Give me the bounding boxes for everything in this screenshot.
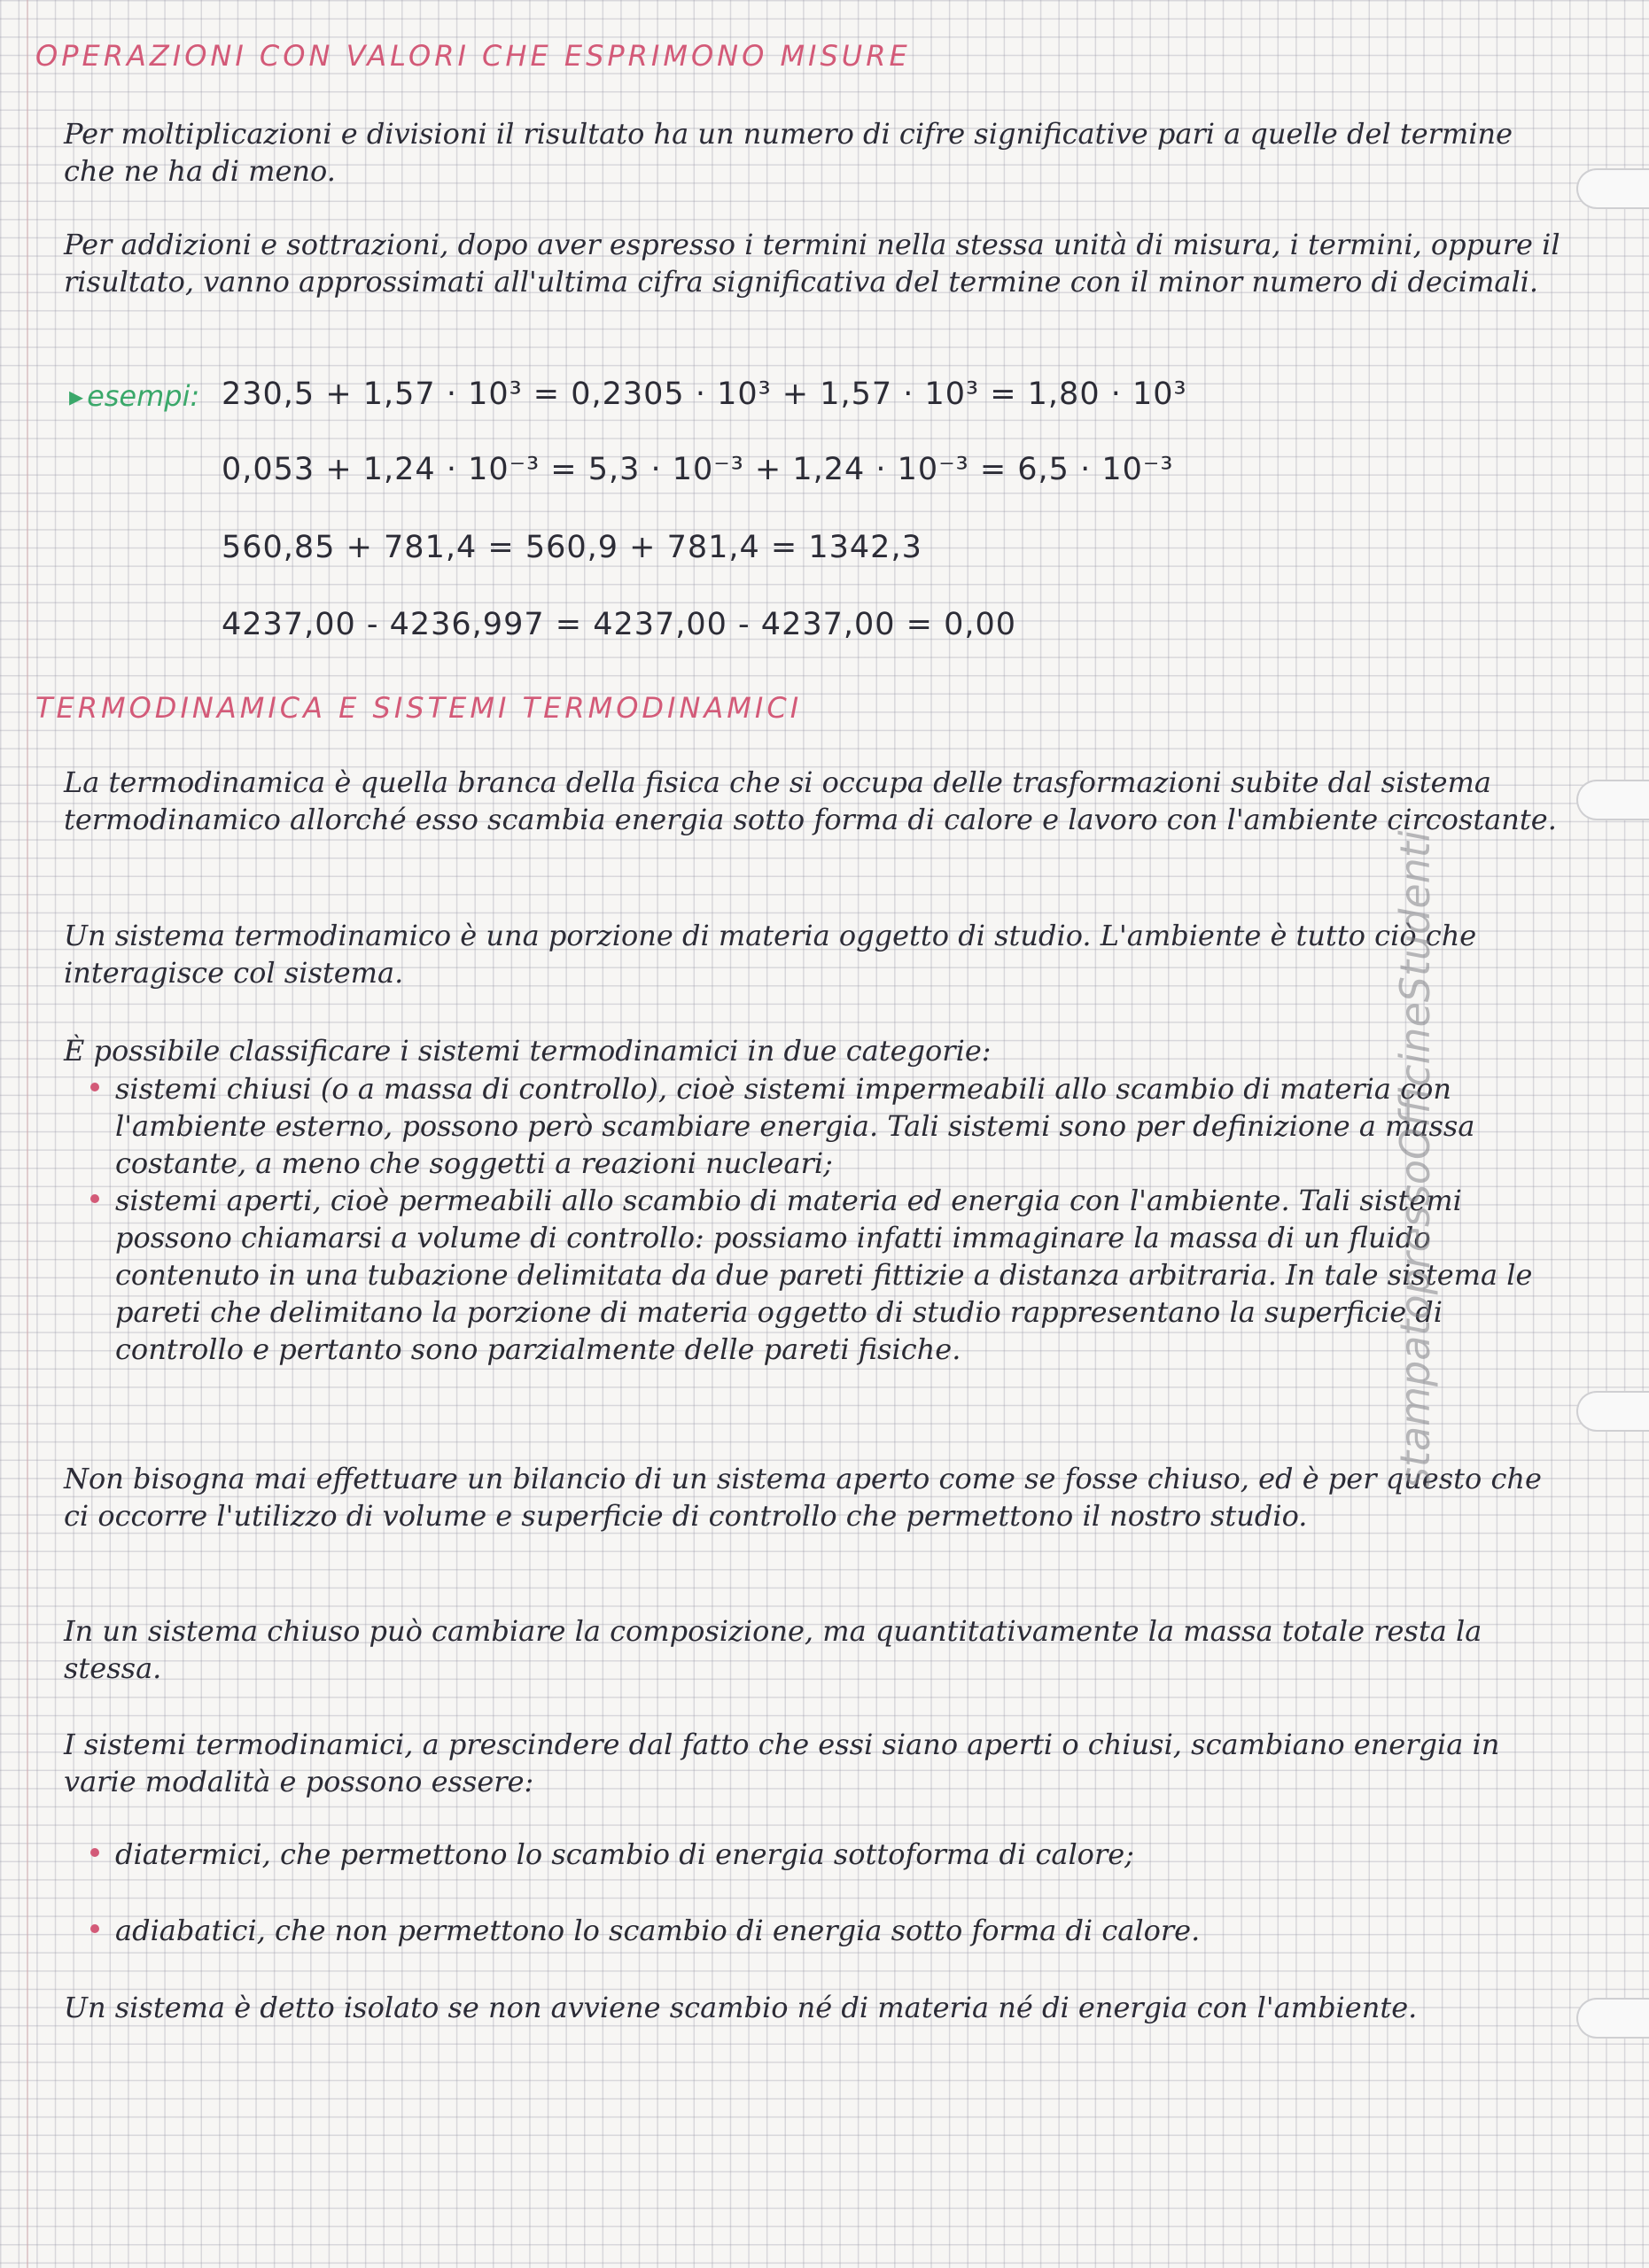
paragraph-balance-warning: Non bisogna mai effettuare un bilancio di un sistema aperto come se fosse chiuso, ed è per questo che ci occorre l'utilizzo di volume e superficie di controllo che permettono il nostro studio. [64,1462,1542,1533]
paragraph-energy-exchange: I sistemi termodinamici, a prescindere dal fatto che essi siano aperti o chiusi, scambiano energia in varie modalità e possono essere: [64,1728,1500,1798]
paragraph-classification: È possibile classificare i sistemi termodinamici in due categorie: [64,1034,992,1068]
examples-label [69,379,199,413]
list-item-diathermic: diatermici, che permettono lo scambio di energia sottoforma di calore; [80,1836,1551,1873]
paragraph-thermodynamics-definition: La termodinamica è quella branca della fisica che si occupa delle trasformazioni subite dal sistema termodinamico allorché esso scambia energia sotto forma di calore e lavoro con l'ambiente circostante. [64,765,1557,836]
paragraph-addition-rule: Per addizioni e sottrazioni, dopo aver espresso i termini nella stessa unità di misura, i termini, oppure il risultato, vanno approssimati all'ultima cifra significativa del termine con il minor numero di decimali. [64,228,1560,299]
bullet-list-system-types [80,1070,1551,1368]
paragraph-isolated-system: Un sistema è detto isolato se non avviene scambio né di materia né di energia con l'ambiente. [64,1991,1418,2024]
list-item-closed-systems: sistemi chiusi (o a massa di controllo), cioè sistemi impermeabili allo scambio di materia con l'ambiente esterno, possono però scambiare energia. Tali sistemi sono per definizione a massa costante, a meno che soggetti a reazioni nucleari; [80,1070,1551,1182]
example-equation-1: 230,5 + 1,57 · 10³ = 0,2305 · 10³ + 1,57 · 10³ = 1,80 · 10³ [222,377,1187,412]
binder-hole [1576,780,1649,820]
binder-hole [1576,1998,1649,2039]
triangle-marker-icon: ▸ [69,379,84,413]
bullet-list-heat-exchange [80,1836,1551,1949]
section-heading-thermodynamics: TERMODINAMICA E SISTEMI TERMODINAMICI [35,691,803,725]
binder-hole [1576,168,1649,209]
example-equation-3: 560,85 + 781,4 = 560,9 + 781,4 = 1342,3 [222,530,922,565]
list-item-open-systems: sistemi aperti, cioè permeabili allo scambio di materia ed energia con l'ambiente. Tali sistemi possono chiamarsi a volume di controllo: possiamo infatti immaginare la massa di un fluido contenuto in una tubazione delimitata da due pareti fittizie a distanza arbitraria. In tale sistema le pareti che delimitano la porzione di materia oggetto di studio rappresentano la superficie di controllo e pertanto sono parzialmente delle pareti fisiche. [80,1182,1551,1368]
examples-label-text: esempi: [87,379,200,413]
example-equation-4: 4237,00 - 4236,997 = 4237,00 - 4237,00 = 0,00 [222,607,1017,642]
paragraph-closed-composition: In un sistema chiuso può cambiare la composizione, ma quantitativamente la massa totale resta la stessa. [64,1614,1482,1685]
paragraph-multiplication-rule: Per moltiplicazioni e divisioni il risultato ha un numero di cifre significative pari a quelle del termine che ne ha di meno. [64,117,1513,188]
watermark: stampatopressoOfficineStudenti [1391,830,1439,1488]
section-heading-measures: OPERAZIONI CON VALORI CHE ESPRIMONO MISURE [35,39,911,73]
binder-hole [1576,1391,1649,1432]
list-item-adiabatic: adiabatici, che non permettono lo scambio di energia sotto forma di calore. [80,1912,1551,1949]
paragraph-system-definition: Un sistema termodinamico è una porzione di materia oggetto di studio. L'ambiente è tutto ciò che interagisce col sistema. [64,919,1477,990]
example-equation-2: 0,053 + 1,24 · 10⁻³ = 5,3 · 10⁻³ + 1,24 · 10⁻³ = 6,5 · 10⁻³ [222,452,1174,487]
margin-line [27,0,28,2268]
